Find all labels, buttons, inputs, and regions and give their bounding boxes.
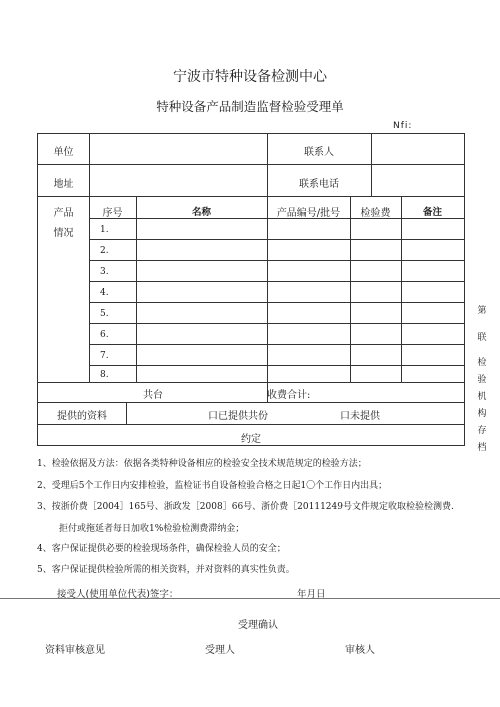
row-number: 1. [100,225,109,235]
row-divider [89,365,464,366]
row-number: 2. [100,246,109,256]
fee-total: 收费合计: [267,390,311,401]
row-divider [89,239,464,240]
acceptance-title: 受理确认 [238,620,278,631]
signature-divider [0,598,500,599]
signature-date-label: 年月日 [297,589,326,600]
note-item: 1、检验依据及方法：依据各类特种设备相应的检验安全技术规范规定的检验方法； [37,459,367,469]
row-number: 7. [100,351,109,361]
address-label: 地址 [53,179,74,190]
column-divider [267,196,268,382]
materials-label: 提供的资料 [57,411,107,422]
note-item: 4、客户保证提供必要的检验现场条件，确保检验人员的安全； [37,544,286,554]
product-label: 产品 [53,208,74,219]
acceptor-label: 受理人 [205,645,235,656]
side-label-char: 档 [477,443,487,453]
row-number: 3. [100,267,109,277]
unit-label: 单位 [53,147,74,158]
note-item: 3、按浙价费［2004］165号、浙政发［2008］66号、浙价费［20111249号文件规定收取检验检测费. [37,502,454,512]
column-divider [126,402,127,424]
column-divider [136,196,137,382]
row-divider [38,164,464,165]
acceptance-form-table [37,133,465,446]
serial-number-label: Nfi: [393,121,413,131]
row-divider [89,302,464,303]
side-label-char: 构 [477,409,487,419]
row-divider [38,382,464,383]
row-divider [38,424,464,425]
column-divider [371,134,372,196]
row-number: 4. [100,288,109,298]
note-item: 5、客户保证提供检验所需的相关资料，并对资料的真实性负责。 [37,565,295,575]
contact-label: 联系人 [304,147,334,158]
row-number: 5. [100,309,109,319]
phone-label: 联系电话 [299,179,339,190]
note-item: 拒付或拖延者每日加收1%检验检测费滞纳金； [59,524,245,534]
column-header-remark: 备注 [422,207,442,218]
review-opinion-label: 资料审核意见 [45,645,105,656]
auditor-label: 审核人 [345,645,375,656]
materials-not-provided-option[interactable]: 口未提供 [340,411,380,422]
side-label-char: 联 [477,333,487,343]
column-divider [401,196,402,382]
side-label-char: 第 [477,306,487,316]
column-header-fee: 检验费 [360,208,391,219]
row-divider [89,344,464,345]
page-title: 宁波市特种设备检测中心 [173,69,327,85]
note-item: 2、受理后5个工作日内安排检验，监检证书自设备检验合格之日起1〇个工作日内出具； [37,481,388,491]
column-divider [350,196,351,382]
side-label-char: 机 [477,392,487,402]
row-divider [89,323,464,324]
row-divider [89,281,464,282]
row-number: 8. [100,370,109,380]
side-label-char: 检 [477,358,487,368]
column-header-product-number: 产品编号/批号 [276,208,341,219]
column-header-index: 序号 [102,208,123,219]
agreement-label: 约定 [241,434,261,445]
side-label-char: 存 [477,426,487,436]
materials-provided-option[interactable]: 口已提供共份 [208,411,268,422]
row-divider [38,402,464,403]
row-number: 6. [100,330,109,340]
column-header-name: 名称 [191,207,211,218]
column-divider [89,134,90,382]
side-label-char: 验 [477,375,487,385]
total-units: 共台 [143,390,163,401]
row-divider [89,260,464,261]
product-label: 情况 [53,228,74,239]
form-subtitle: 特种设备产品制造监督检验受理单 [156,99,344,114]
receiver-signature-label: 接受人(使用单位代表)签字： [57,589,179,600]
